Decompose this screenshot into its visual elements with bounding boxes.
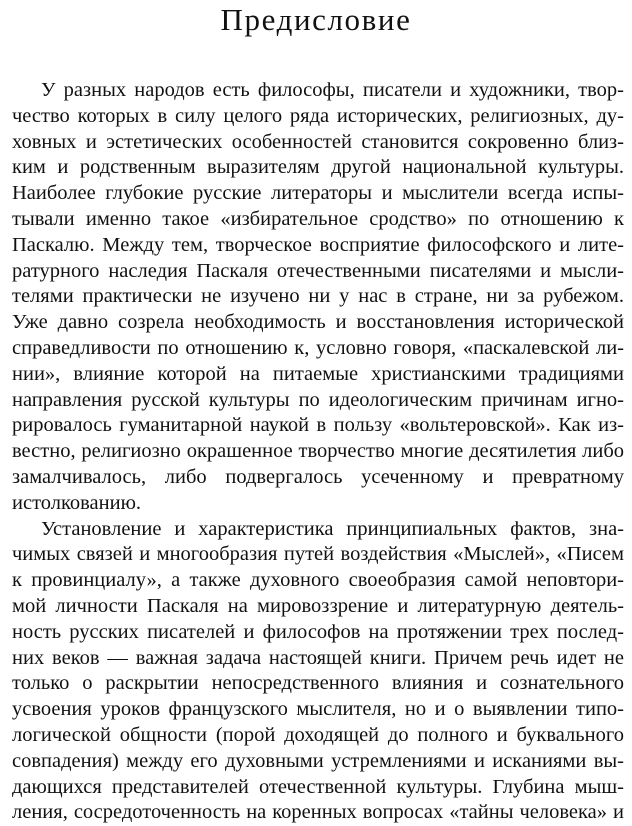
text-line: тывали именно такое «избирательное сродство» по отношению к bbox=[12, 207, 624, 230]
text-line: них веков — важная задача настоящей книги. Причем речь идет не bbox=[12, 646, 624, 669]
text-line: дающихся представителей отечественной культуры. Глубина мыш- bbox=[12, 775, 624, 798]
text-line: истолкованию. bbox=[12, 491, 142, 514]
paragraph-1 bbox=[12, 78, 624, 517]
text-line: мой личности Паскаля на мировоззрение и литературную деятель- bbox=[12, 594, 624, 617]
page-title: Предисловие bbox=[220, 2, 412, 37]
text-line: логической общности (порой доходящей до полного и буквального bbox=[12, 723, 624, 746]
text-line: У разных народов есть философы, писатели и художники, твор- bbox=[41, 79, 624, 101]
text-line: Наиболее глубокие русские литераторы и мыслители всегда испы- bbox=[12, 182, 624, 205]
text-line: Уже давно созрела необходимость и восстановления исторической bbox=[12, 311, 624, 334]
text-line: ления, сосредоточенность на коренных вопросах «тайны человека» и bbox=[12, 801, 624, 824]
text-line: ким и родственным выразителям другой национальной культуры. bbox=[12, 156, 624, 179]
text-line: к провинциалу», а также духовного своеобразия самой неповтори- bbox=[12, 569, 624, 592]
text-line: совпадения) между его духовными устремлениями и исканиями вы- bbox=[12, 749, 624, 772]
text-line: замалчивалось, либо подвергалось усеченному и превратному bbox=[12, 465, 624, 488]
text-line: ратурного наследия Паскаля отечественными писателями и мысли- bbox=[12, 259, 624, 282]
text-line: Паскалю. Между тем, творческое восприятие философского и лите- bbox=[12, 233, 624, 256]
body-text bbox=[12, 78, 624, 826]
paragraph-2 bbox=[12, 517, 624, 826]
text-line: ховных и эстетических особенностей становится сокровенно близ- bbox=[12, 130, 624, 153]
text-line: справедливости по отношению к, условно говоря, «паскалевской ли- bbox=[12, 336, 624, 359]
text-line: телями практически не изучено ни у нас в стране, ни за рубежом. bbox=[12, 285, 624, 308]
text-line: рировалось гуманитарной наукой в пользу «вольтеровской». Как из- bbox=[12, 414, 624, 437]
text-line: направления русской культуры по идеологическим причинам игно- bbox=[12, 388, 624, 411]
text-line: вестно, религиозно окрашенное творчество многие десятилетия либо bbox=[12, 440, 624, 463]
text-line: только о раскрытии непосредственного влияния и сознательного bbox=[12, 672, 624, 695]
text-line: Установление и характеристика принципиальных фактов, зна- bbox=[41, 517, 624, 540]
text-line: чимых связей и многообразия путей воздействия «Мыслей», «Писем bbox=[12, 543, 624, 566]
text-line: ность русских писателей и философов на протяжении трех послед- bbox=[12, 620, 624, 643]
text-line: нии», влияние которой на питаемые христианскими традициями bbox=[12, 362, 624, 385]
text-line: усвоения уроков французского мыслителя, но и о выявлении типо- bbox=[12, 698, 624, 721]
text-line: чество которых в силу целого ряда исторических, религиозных, ду- bbox=[12, 104, 624, 127]
